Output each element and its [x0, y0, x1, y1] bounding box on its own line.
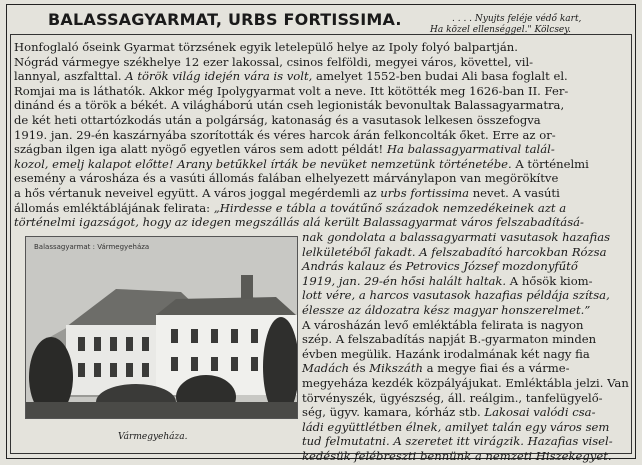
text-segment: élessze az áldozatra kész magyar honszerelmet.” [302, 303, 591, 317]
photo-varmegyehaza [25, 236, 298, 419]
text-segment: nak gondolata a balassagyarmati vasutasok hazafias [302, 230, 611, 244]
photo-tag: Balassagyarmat : Vármegyeháza [34, 243, 150, 251]
text-segment: törvényszék, ügyészség, áll. reálgim., tanfelügyelő- [302, 390, 603, 405]
text-segment: A városházán levő emléktábla felirata is nagyon [302, 317, 584, 332]
text-segment: megyeháza kezdék közpályájukat. Emléktábla jelzi. Van [302, 376, 629, 390]
text-segment: szép. A felszabadítás napját B.-gyarmaton minden [302, 332, 597, 347]
text-line [302, 274, 593, 288]
text-segment: nevet. A vasúti [469, 186, 560, 200]
text-segment: ládi együttlétben élnek, amilyet talán egy város sem [302, 419, 610, 434]
text-segment: Hiszekegyet. [532, 449, 612, 463]
text-segment: Lakosai valódi csa- [484, 405, 596, 420]
text-segment: történelmi igazságot, hogy az idegen megszállás alá került Balassagyarmat város felszabadításá- [14, 215, 584, 230]
text-line [302, 405, 595, 419]
text-segment: Mikszáth [369, 361, 423, 376]
motto-line-1: . . . . Nyujts feléje védő kart, [452, 14, 582, 24]
text-line [14, 215, 584, 229]
text-line [302, 332, 596, 346]
text-line [14, 186, 560, 200]
text-line [302, 303, 590, 317]
text-line [302, 259, 578, 273]
text-segment: Madách [302, 361, 350, 376]
text-segment: a hős vértanuk neveivel együtt. A város joggal megérdemli az [14, 186, 381, 200]
text-line [302, 318, 584, 332]
text-line [14, 40, 518, 54]
text-line [14, 69, 568, 83]
text-segment: Ha balassagyarmatival talál- [386, 142, 555, 157]
text-line [14, 84, 568, 98]
text-segment: kozol, emelj kalapot előtte! Arany betűkkel írták be nevüket nemzetünk történetébe. [14, 156, 512, 171]
text-segment: ség, ügyv. kamara, kórház stb. [302, 405, 485, 420]
text-segment: urbs fortissima [380, 186, 470, 200]
text-segment: „Hirdesse e tábla a továtűnő századok nemzedékeinek azt a [213, 200, 567, 215]
text-segment: A történelmi [511, 156, 589, 171]
text-segment: 1919, jan. 29-én hősi halált haltak. [302, 273, 507, 288]
text-segment: lott vére, a harcos vasutasok hazafias példája szítsa, [302, 288, 610, 303]
text-segment: évben megülik. Hazánk irodalmának két nagy fia [302, 346, 590, 361]
text-segment: A hősök kiom- [506, 273, 593, 288]
photo-caption: Vármegyeháza. [118, 432, 188, 442]
motto-line-2: Ha közel ellenséggel." Kölcsey. [430, 25, 572, 35]
text-segment: tud felmutatni. A szeretet itt virágzik. Hazafias visel- [302, 434, 613, 449]
text-line [302, 288, 610, 302]
text-line [302, 420, 609, 434]
text-line [14, 142, 555, 156]
text-line [14, 171, 558, 185]
text-line [302, 376, 629, 390]
text-segment: de két heti ottartózkodás után a polgárság, katonaság és a vasutasok lelkesen összefogva [14, 113, 541, 127]
text-segment: András kalauz és Petrovics József mozdonyfűtő [302, 259, 578, 274]
text-segment: dinánd és a török a békét. A világháború után cseh legionisták bevonultak Balassagyarmatra, [14, 98, 565, 113]
text-line [302, 434, 613, 448]
text-segment: Romjai ma is láthatók. Akkor még Ipolygyarmat volt a neve. Itt kötötték meg 1626-ban II. Fer- [14, 83, 569, 98]
text-line [14, 98, 564, 112]
text-segment: lannyal, aszfalttal. [14, 69, 126, 84]
text-segment: A török világ idején vára is volt, [125, 69, 313, 84]
text-segment: a megye fiai és a várme- [422, 361, 570, 376]
text-line [14, 201, 566, 215]
text-segment: esemény a városháza és a vasúti állomás falában elhelyezett márványlapon van megörökítve [14, 171, 559, 186]
text-line [302, 245, 607, 259]
text-line [302, 230, 610, 244]
text-segment: szágban ilgen iga alatt nyögő egyetlen város sem adott példát! [14, 142, 387, 157]
text-segment: állomás emléktáblájának felirata: [14, 200, 214, 215]
text-segment: 1919. jan. 29-én kaszárnyába szorították és véres harcok árán felkoncolták őket. Erre az or- [14, 127, 556, 142]
text-segment: Honfoglaló őseink Gyarmat törzsének egyik letelepülő helye az Ipoly folyó balpartján. [14, 40, 518, 54]
text-segment: és [349, 361, 370, 376]
page-title: BALASSAGYARMAT, URBS FORTISSIMA. [48, 10, 402, 29]
text-line [302, 391, 603, 405]
text-segment: amelyet 1552-ben budai Ali basa foglalt el. [312, 69, 568, 84]
text-segment: Nógrád vármegye székhelye 12 ezer lakossal, csinos felföldi, megyei város, követtel, vil- [14, 54, 534, 69]
text-line [14, 113, 541, 127]
text-segment: kedésük felébreszti bennünk a nemzeti [302, 449, 533, 463]
text-line [14, 128, 556, 142]
building-illustration [26, 237, 297, 418]
text-line [14, 55, 533, 69]
text-segment: lelkületéből fakadt. A felszabadító harcokban Rózsa [302, 244, 607, 259]
text-line [302, 449, 612, 463]
text-line [14, 157, 589, 171]
text-line [302, 347, 590, 361]
text-line [302, 361, 570, 375]
